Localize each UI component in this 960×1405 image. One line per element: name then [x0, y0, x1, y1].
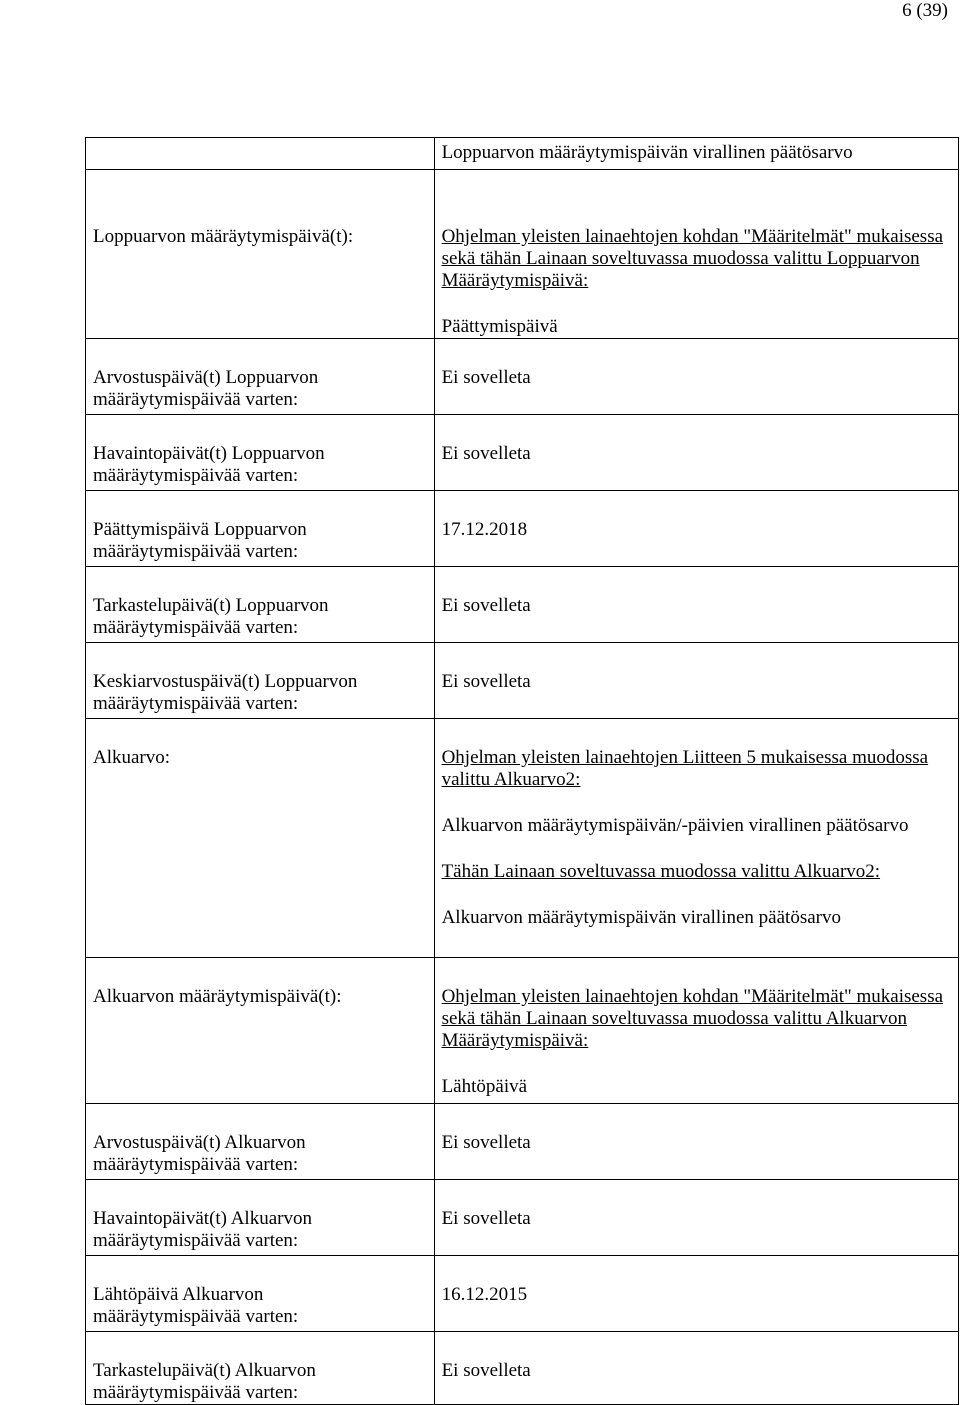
value-text: Ei sovelleta	[441, 1132, 531, 1153]
value-text: Päättymispäivä	[441, 316, 558, 337]
label-cell	[86, 719, 435, 958]
value-text: 17.12.2018	[441, 519, 528, 540]
table-row	[86, 415, 959, 491]
label-text: Arvostuspäivä(t) Loppuarvon määräytymispäivää varten:	[93, 367, 319, 410]
value-cell	[434, 1180, 958, 1256]
label-cell	[86, 567, 435, 643]
terms-table	[85, 137, 959, 1405]
label-text: Havaintopäivät(t) Loppuarvon määräytymispäivää varten:	[93, 443, 325, 486]
value-text: Ei sovelleta	[441, 367, 531, 388]
value-text: Ei sovelleta	[441, 595, 531, 616]
definition-text: Ohjelman yleisten lainaehtojen kohdan "Määritelmät" mukaisessa sekä tähän Lainaan soveltuvassa muodossa valittu Alkuarvon Määräytymispäivä:	[441, 986, 944, 1051]
label-cell	[86, 1104, 435, 1180]
value-text: Ei sovelleta	[441, 443, 531, 464]
label-cell	[86, 958, 435, 1104]
label-cell	[86, 643, 435, 719]
label-text: Loppuarvon määräytymispäivä(t):	[93, 226, 354, 247]
value-text: Alkuarvon määräytymispäivän/-päivien virallinen päätösarvo	[441, 815, 909, 836]
value-cell	[434, 339, 958, 415]
value-cell	[434, 415, 958, 491]
definition-text: Ohjelman yleisten lainaehtojen kohdan "Määritelmät" mukaisessa sekä tähän Lainaan soveltuvassa muodossa valittu Loppuarvon Määräytymispäivä:	[441, 226, 944, 291]
label-cell	[86, 339, 435, 415]
value-text: Loppuarvon määräytymispäivän virallinen päätösarvo	[441, 142, 853, 163]
value-text: Ei sovelleta	[441, 671, 531, 692]
label-cell	[86, 1180, 435, 1256]
value-cell	[434, 170, 958, 339]
table-row	[86, 170, 959, 339]
label-text: Keskiarvostuspäivä(t) Loppuarvon määräytymispäivää varten:	[93, 671, 358, 714]
definition-text: Ohjelman yleisten lainaehtojen Liitteen 5 mukaisessa muodossa valittu Alkuarvo2:	[441, 747, 929, 790]
label-text: Alkuarvon määräytymispäivä(t):	[93, 986, 342, 1007]
value-cell	[434, 1332, 958, 1405]
value-cell	[434, 138, 958, 170]
value-cell	[434, 719, 958, 958]
label-text: Lähtöpäivä Alkuarvon määräytymispäivää varten:	[93, 1284, 299, 1327]
label-cell	[86, 170, 435, 339]
label-cell	[86, 1256, 435, 1332]
value-cell	[434, 491, 958, 567]
table-row	[86, 1104, 959, 1180]
label-text: Tarkastelupäivä(t) Alkuarvon määräytymispäivää varten:	[93, 1360, 316, 1403]
definition-text: Tähän Lainaan soveltuvassa muodossa valittu Alkuarvo2:	[441, 861, 881, 882]
table-row	[86, 643, 959, 719]
label-text: Alkuarvo:	[93, 747, 171, 768]
value-text: 16.12.2015	[441, 1284, 528, 1305]
table-row	[86, 567, 959, 643]
value-cell	[434, 958, 958, 1104]
value-text: Alkuarvon määräytymispäivän virallinen päätösarvo	[441, 907, 841, 928]
table-row	[86, 1332, 959, 1405]
label-cell	[86, 491, 435, 567]
table-row	[86, 1256, 959, 1332]
value-cell	[434, 1256, 958, 1332]
page-number: 6 (39)	[902, 0, 948, 21]
label-text: Havaintopäivät(t) Alkuarvon määräytymispäivää varten:	[93, 1208, 312, 1251]
value-cell	[434, 567, 958, 643]
value-text: Ei sovelleta	[441, 1208, 531, 1229]
table-row	[86, 491, 959, 567]
table-row	[86, 339, 959, 415]
value-cell	[434, 643, 958, 719]
table-row	[86, 1180, 959, 1256]
value-text: Lähtöpäivä	[441, 1076, 528, 1097]
value-cell	[434, 1104, 958, 1180]
label-text: Päättymispäivä Loppuarvon määräytymispäivää varten:	[93, 519, 307, 562]
label-cell	[86, 415, 435, 491]
label-text: Tarkastelupäivä(t) Loppuarvon määräytymispäivää varten:	[93, 595, 329, 638]
label-text: Arvostuspäivä(t) Alkuarvon määräytymispäivää varten:	[93, 1132, 306, 1175]
label-cell	[86, 1332, 435, 1405]
table-row	[86, 138, 959, 170]
table-row	[86, 719, 959, 958]
table-row	[86, 958, 959, 1104]
label-cell	[86, 138, 435, 170]
value-text: Ei sovelleta	[441, 1360, 531, 1381]
